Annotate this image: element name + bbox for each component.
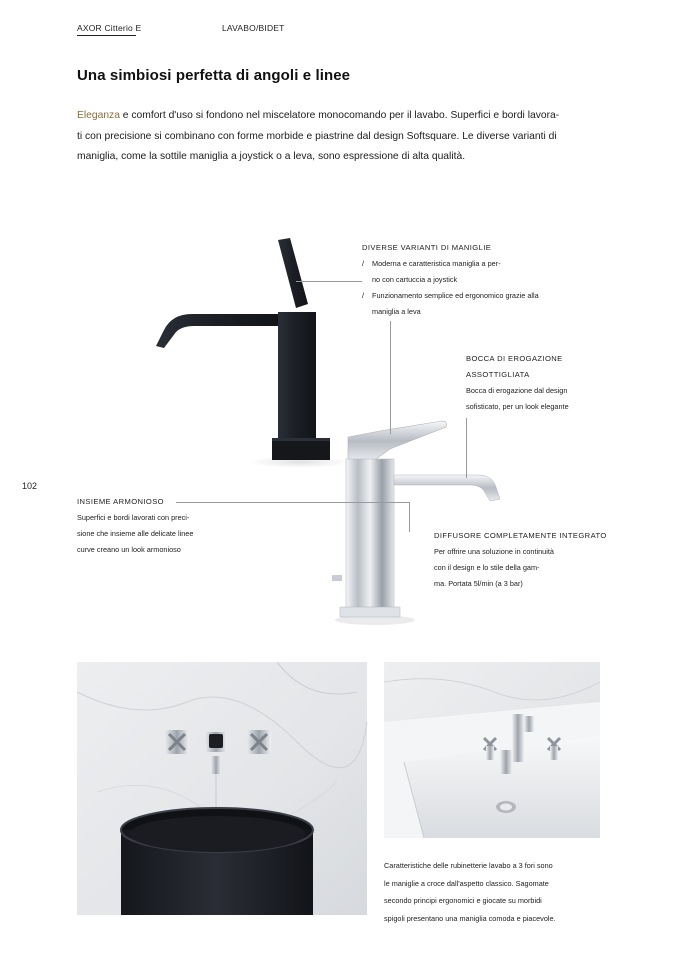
leader-aerator-v — [409, 502, 410, 532]
callout-handles-bullet2-line1: Funzionamento semplice ed ergonomico grazie alla — [372, 291, 539, 300]
black-faucet-image — [150, 230, 340, 470]
three-hole-faucet-photo — [384, 662, 600, 838]
wall-faucet-basin-photo — [77, 662, 367, 915]
photo-caption-line2: le maniglie a croce dall'aspetto classico. Sagomate — [384, 878, 549, 888]
intro-line3: maniglia, come la sottile maniglia a joystick o a leva, sono espressione di alta qualità. — [77, 151, 466, 162]
callout-aerator — [434, 528, 607, 592]
photo-caption-line4: spigoli presentano una maniglia comoda e piacevole. — [384, 913, 556, 923]
photo-caption-line1: Caratteristiche delle rubinetterie lavabo a 3 fori sono — [384, 861, 553, 870]
leader-handles-h — [296, 281, 362, 282]
callout-aerator-heading: DIFFUSORE COMPLETAMENTE INTEGRATO — [434, 531, 607, 540]
intro-paragraph — [77, 106, 607, 168]
page-number: 102 — [22, 481, 38, 491]
callout-harmony-text-line1: Superfici e bordi lavorati con preci- — [77, 513, 190, 522]
header-section: LAVABO/BIDET — [222, 23, 285, 33]
intro-line2: ti con precisione si combinano con forme morbide e piastrine dal design Softsquare. Le diverse varianti di — [77, 130, 557, 142]
callout-spout-text-line2: sofisticato, per un look elegante — [466, 402, 569, 411]
intro-accent-word: Eleganza — [77, 110, 120, 121]
callout-harmony — [77, 494, 193, 558]
callout-harmony-text-line2: sione che insieme alle delicate linee — [77, 529, 194, 538]
intro-line1: e comfort d'uso si fondono nel miscelatore monocomando per il lavabo. Superfici e bordi lavora- — [119, 110, 560, 121]
callout-aerator-text-line1: Per offrire una soluzione in continuità — [434, 547, 554, 556]
callout-spout-heading-line2: ASSOTTIGLIATA — [466, 370, 530, 379]
bullet-slash-icon: / — [362, 291, 365, 300]
photo-caption-line3: secondo principi ergonomici e giocate su morbidi — [384, 896, 542, 905]
callout-handles-bullet1-line2: no con cartuccia a joystick — [372, 275, 458, 284]
header-underline — [77, 35, 136, 36]
callout-handles-bullet1 — [362, 256, 539, 288]
callout-aerator-text-line3: ma. Portata 5l/min (a 3 bar) — [434, 579, 523, 588]
callout-spout-text-line1: Bocca di erogazione dal design — [466, 386, 568, 395]
leader-spout-v — [466, 418, 467, 478]
leader-handles-v — [390, 321, 391, 434]
callout-handles-bullet2-line2: maniglia a leva — [372, 307, 421, 316]
callout-handles — [362, 240, 539, 320]
page-title: Una simbiosi perfetta di angoli e linee — [77, 67, 351, 84]
callout-spout-heading-line1: BOCCA DI EROGAZIONE — [466, 354, 563, 363]
callout-handles-bullet2 — [362, 288, 539, 320]
bullet-slash-icon: / — [362, 259, 365, 268]
chrome-faucet-image — [330, 415, 510, 630]
photo-caption — [384, 857, 556, 927]
callout-harmony-text-line3: curve creano un look armonioso — [77, 545, 181, 554]
header-brand: AXOR Citterio E — [77, 23, 142, 33]
leader-harmony-h — [176, 502, 410, 503]
callout-spout — [466, 351, 569, 415]
callout-harmony-heading: INSIEME ARMONIOSO — [77, 497, 164, 506]
callout-aerator-text-line2: con il design e lo stile della gam- — [434, 563, 540, 572]
callout-handles-heading: DIVERSE VARIANTI DI MANIGLIE — [362, 243, 492, 252]
callout-handles-bullet1-line1: Moderna e caratteristica maniglia a per- — [372, 259, 501, 268]
